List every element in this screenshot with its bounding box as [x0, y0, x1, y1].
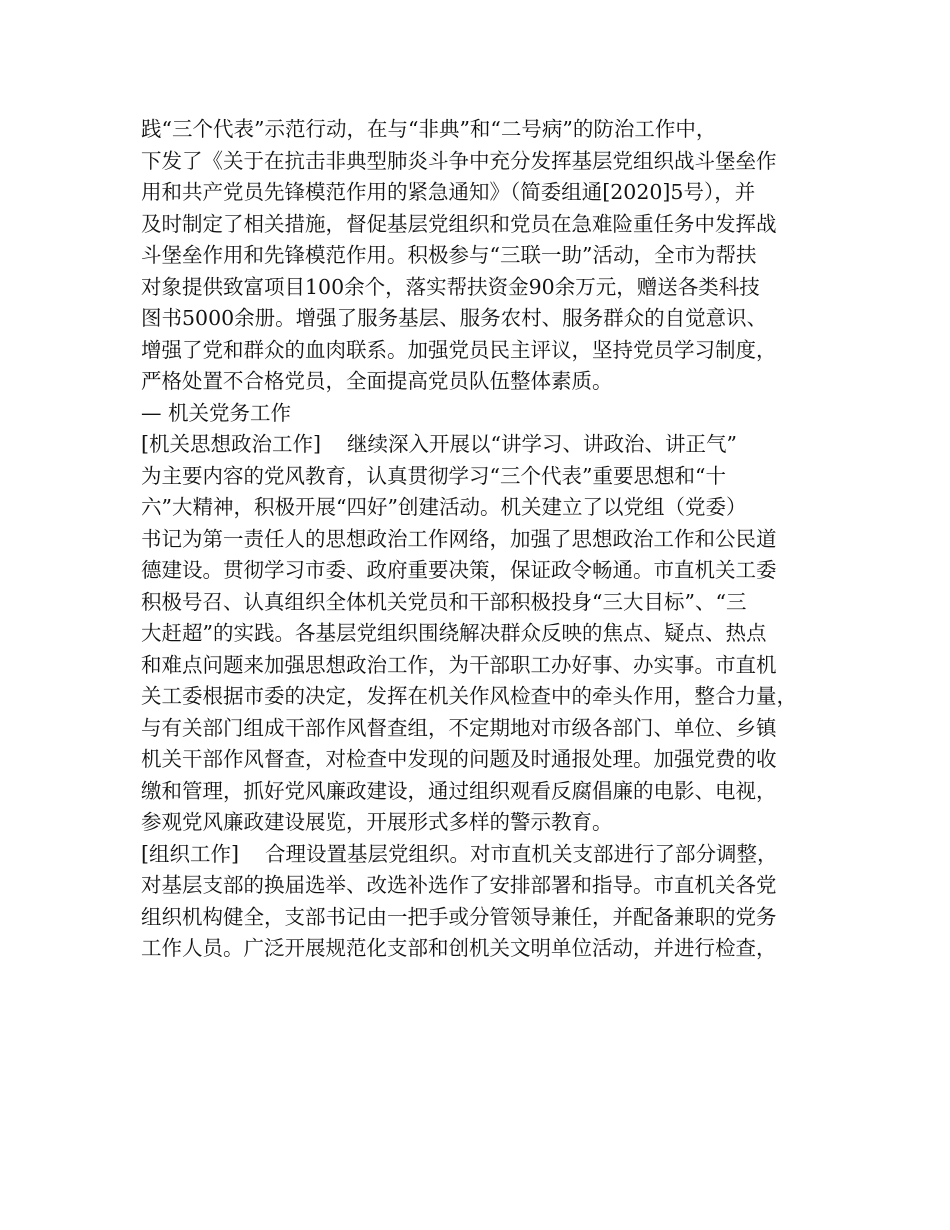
text-line: 践“三个代表”示范行动，在与“非典”和“二号病”的防治工作中，: [141, 117, 717, 141]
text-line: [组织工作] 合理设置基层党组织。对市直机关支部进行了部分调整，: [141, 841, 778, 866]
text-line: 对象提供致富项目100余个，落实帮扶资金90余万元，赠送各类科技: [141, 274, 760, 299]
text-line: 和难点问题来加强思想政治工作，为干部职工办好事、办实事。市直机: [141, 652, 777, 677]
text-line: 斗堡垒作用和先锋模范作用。积极参与“三联一助”活动，全市为帮扶: [141, 243, 757, 267]
text-line: 组织机构健全，支部书记由一把手或分管领导兼任，并配备兼职的党务: [141, 904, 777, 929]
text-line: 缴和管理，抓好党风廉政建设，通过组织观看反腐倡廉的电影、电视，: [141, 778, 777, 803]
text-line: 积极号召、认真组织全体机关党员和干部积极投身“三大目标”、“三: [141, 589, 747, 614]
section-heading: — 机关党务工作: [141, 400, 292, 425]
text-line: 与有关部门组成干部作风督查组，不定期地对市级各部门、单位、乡镇: [141, 715, 777, 740]
text-line: 为主要内容的党风教育，认真贯彻学习“三个代表”重要思想和“十: [141, 463, 726, 488]
body-text: [141, 114, 831, 965]
text-line: 机关干部作风督查，对检查中发现的问题及时通报处理。加强党费的收: [141, 747, 777, 771]
text-line: 关工委根据市委的决定，发挥在机关作风检查中的牵头作用，整合力量，: [141, 684, 797, 708]
text-line: 增强了党和群众的血肉联系。加强党员民主评议，坚持党员学习制度，: [141, 337, 777, 362]
text-line: 及时制定了相关措施，督促基层党组织和党员在急难险重任务中发挥战: [141, 211, 777, 236]
text-line: 严格处置不合格党员，全面提高党员队伍整体素质。: [141, 369, 613, 393]
text-line: 书记为第一责任人的思想政治工作网络，加强了思想政治工作和公民道: [141, 526, 777, 551]
text-line: 六”大精神，积极开展“四好”创建活动。机关建立了以党组（党委）: [141, 495, 747, 519]
text-line: 参观党风廉政建设展览，开展形式多样的警示教育。: [141, 810, 613, 834]
text-line: 对基层支部的换届选举、改选补选作了安排部署和指导。市直机关各党: [141, 873, 777, 897]
text-line: 下发了《关于在抗击非典型肺炎斗争中充分发挥基层党组织战斗堡垒作: [141, 148, 777, 173]
text-line: 德建设。贯彻学习市委、政府重要决策，保证政令畅通。市直机关工委: [141, 558, 777, 582]
text-line: 工作人员。广泛开展规范化支部和创机关文明单位活动，并进行检查，: [141, 936, 777, 960]
text-line: 用和共产党员先锋模范作用的紧急通知》（简委组通[2020]5号），并: [141, 180, 756, 204]
text-line: [机关思想政治工作] 继续深入开展以“讲学习、讲政治、讲正气”: [141, 432, 738, 456]
text-line: 大赶超”的实践。各基层党组织围绕解决群众反映的焦点、疑点、热点: [141, 621, 767, 645]
text-line: 图书5000余册。增强了服务基层、服务农村、服务群众的自觉意识、: [141, 306, 768, 330]
